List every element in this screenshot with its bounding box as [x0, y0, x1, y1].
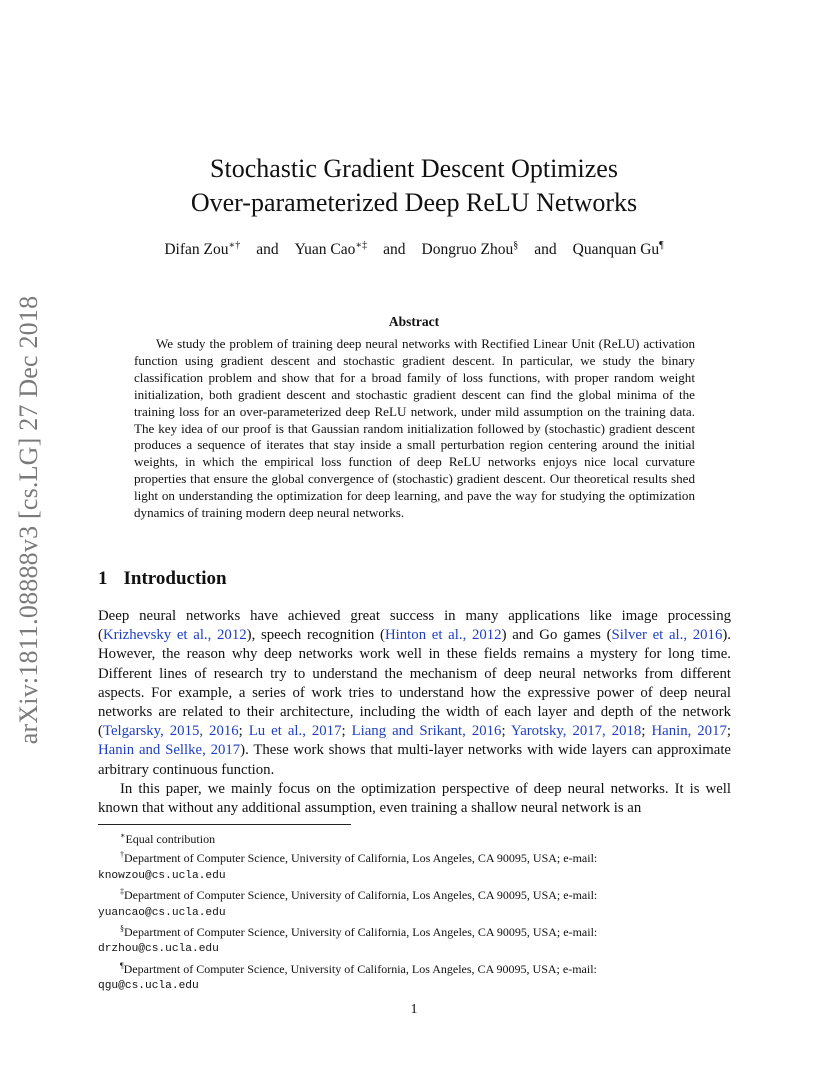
title-line-1: Stochastic Gradient Descent Optimizes [210, 154, 618, 183]
section-number: 1 [98, 568, 108, 589]
footnote-affiliation: §Department of Computer Science, University of California, Los Angeles, CA 90095, USA; e-mail: drzhou@cs.ucla.edu [98, 924, 598, 956]
author-separator: and [534, 241, 557, 259]
citation-link[interactable]: Telgarsky, 2015, 2016 [102, 723, 239, 740]
citation-link[interactable]: Yarotsky, 2017, 2018 [510, 723, 642, 740]
title-line-2: Over-parameterized Deep ReLU Networks [190, 188, 638, 217]
page-number: 1 [410, 1002, 418, 1017]
author-list [0, 240, 828, 259]
email-address[interactable]: knowzou@cs.ucla.edu [98, 869, 226, 882]
arxiv-identifier[interactable]: arXiv:1811.08888v3 [cs.LG] 27 Dec 2018 [14, 295, 43, 745]
arxiv-sidebar [8, 280, 50, 760]
citation-link[interactable]: Lu et al., 2017 [248, 723, 342, 740]
author-separator: and [383, 241, 406, 259]
email-address[interactable]: yuancao@cs.ucla.edu [98, 906, 226, 919]
email-address[interactable]: drzhou@cs.ucla.edu [98, 943, 219, 956]
footnote-divider [98, 824, 351, 825]
citation-link[interactable]: Hanin and Sellke, 2017 [98, 742, 241, 759]
email-address[interactable]: qgu@cs.ucla.edu [98, 980, 199, 993]
author-name: Difan Zou∗† [164, 240, 241, 259]
intro-paragraph-2: In this paper, we mainly focus on the optimization perspective of deep neural networks. It is well known that without any additional assumption, even training a shallow neural network is an [98, 781, 731, 817]
citation-link[interactable]: Hinton et al., 2012 [384, 627, 502, 644]
author-name: Dongruo Zhou§ [421, 240, 519, 259]
footnotes [98, 828, 731, 995]
citation-link[interactable]: Silver et al., 2016 [611, 627, 723, 644]
citation-link[interactable]: Krizhevsky et al., 2012 [102, 627, 247, 644]
intro-paragraph-1: Deep neural networks have achieved great success in many applications like image processing (Krizhevsky et al., 2012), speech recognition (Hinton et al., 2012) and Go games (Silver et al., 2016). However, the reason why deep networks work well in these fields remains a mystery for long time. Different lines of research try to understand the mechanism of deep neural networks from different aspects. For example, a series of work tries to understand how the expressive power of deep neural networks are related to their architecture, including the width of each layer and depth of the network (Telgarsky, 2015, 2016; Lu et al., 2017; Liang and Srikant, 2016; Yarotsky, 2017, 2018; Hanin, 2017; Hanin and Sellke, 2017). These work shows that multi-layer networks with wide layers can approximate arbitrary continuous function. [98, 608, 731, 778]
author-separator: and [256, 241, 279, 259]
section-title: Introduction [123, 568, 227, 589]
citation-link[interactable]: Hanin, 2017 [651, 723, 727, 740]
footnote-equal-contribution: ∗Equal contribution [120, 831, 216, 846]
citation-link[interactable]: Liang and Srikant, 2016 [351, 723, 502, 740]
paper-title [0, 152, 828, 220]
abstract-text: We study the problem of training deep neural networks with Rectified Linear Unit (ReLU) activation function using gradient descent and stochastic gradient descent. In particular, we study the binary classification problem and show that for a broad family of loss functions, with proper random weight initialization, both gradient descent and stochastic gradient descent can find the global minima of the training loss for an over-parameterized deep ReLU network, under mild assumption on the training data. The key idea of our proof is that Gaussian random initialization followed by (stochastic) gradient descent produces a sequence of iterates that stay inside a small perturbation region centering around the initial weights, in which the empirical loss function of deep ReLU networks enjoys nice local curvature properties that ensure the global convergence of (stochastic) gradient descent. Our theoretical results shed light on understanding the optimization for deep learning, and pave the way for studying the optimization dynamics of training modern deep neural networks. [134, 336, 695, 521]
footnote-affiliation: ‡Department of Computer Science, University of California, Los Angeles, CA 90095, USA; e-mail: yuancao@cs.ucla.edu [98, 887, 598, 919]
footnote-affiliation: †Department of Computer Science, University of California, Los Angeles, CA 90095, USA; e-mail: knowzou@cs.ucla.edu [98, 850, 598, 882]
abstract-heading: Abstract [388, 314, 440, 329]
footnote-affiliation: ¶Department of Computer Science, University of California, Los Angeles, CA 90095, USA; e-mail: qgu@cs.ucla.edu [98, 960, 597, 993]
author-name: Quanquan Gu¶ [572, 240, 664, 259]
section-heading [98, 568, 227, 590]
author-name: Yuan Cao∗‡ [294, 240, 368, 259]
